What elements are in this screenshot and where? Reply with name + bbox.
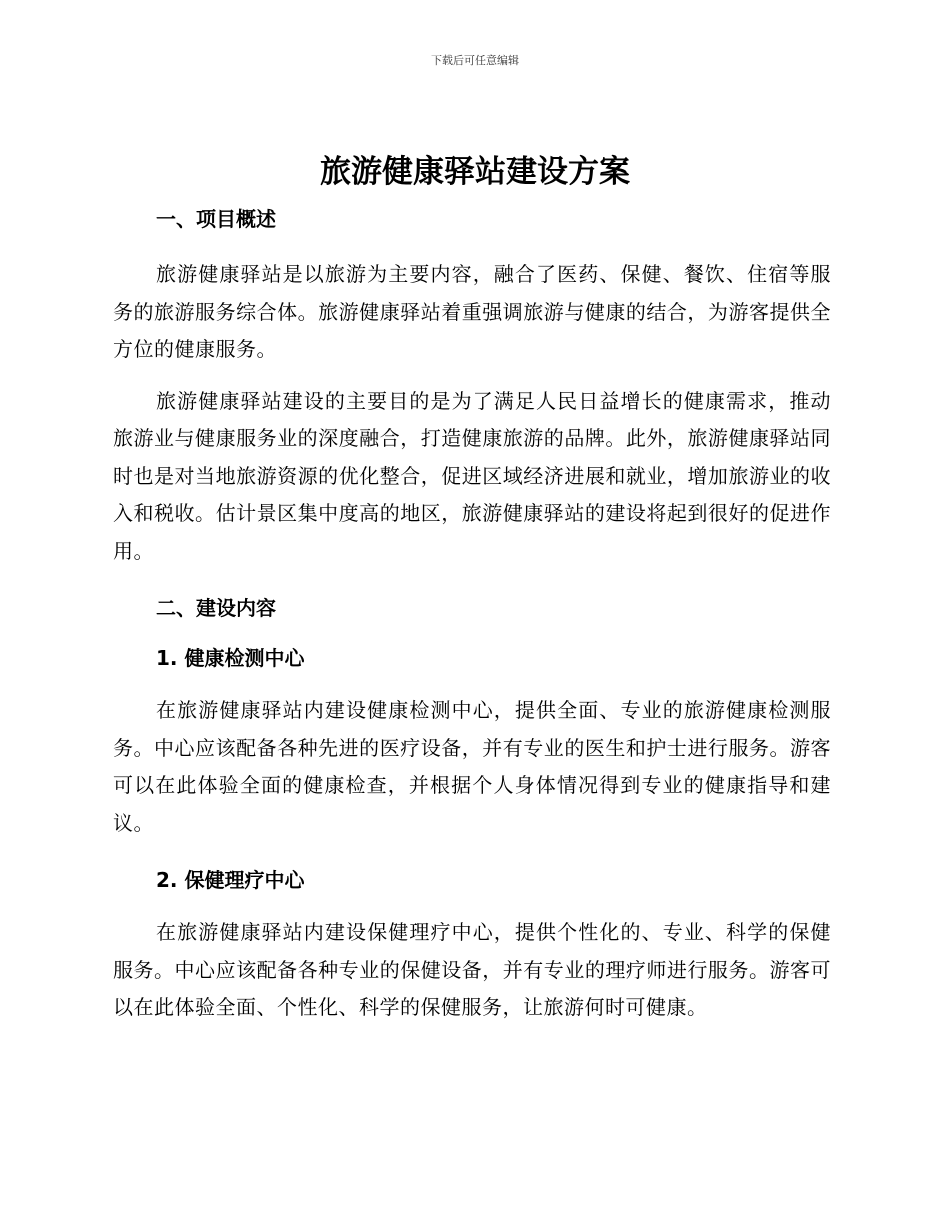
therapy-paragraph: 在旅游健康驿站内建设保健理疗中心，提供个性化的、专业、科学的保健服务。中心应该配备各种专业的保健设备，并有专业的理疗师进行服务。游客可以在此体验全面、个性化、科学的保健服务，让旅游何时可健康。 xyxy=(113,920,831,1019)
overview-paragraph-1: 旅游健康驿站是以旅游为主要内容，融合了医药、保健、餐饮、住宿等服务的旅游服务综合体。旅游健康驿站着重强调旅游与健康的结合，为游客提供全方位的健康服务。 xyxy=(113,262,831,361)
overview-paragraph-2: 旅游健康驿站建设的主要目的是为了满足人民日益增长的健康需求，推动旅游业与健康服务业的深度融合，打造健康旅游的品牌。此外，旅游健康驿站同时也是对当地旅游资源的优化整合，促进区域经济进展和就业，增加旅游业的收入和税收。估计景区集中度高的地区，旅游健康驿站的建设将起到很好的促进作用。 xyxy=(113,388,831,563)
subsection-heading-therapy: 2. 保健理疗中心 xyxy=(156,868,305,892)
document-body xyxy=(113,203,831,1027)
section-heading-overview: 一、项目概述 xyxy=(156,207,276,231)
subsection-heading-health-check: 1. 健康检测中心 xyxy=(156,646,305,670)
section-heading-construction: 二、建设内容 xyxy=(156,596,276,620)
document-title: 旅游健康驿站建设方案 xyxy=(320,154,630,190)
header-note: 下载后可任意编辑 xyxy=(431,54,519,67)
health-check-paragraph: 在旅游健康驿站内建设健康检测中心，提供全面、专业的旅游健康检测服务。中心应该配备各种先进的医疗设备，并有专业的医生和护士进行服务。游客可以在此体验全面的健康检查，并根据个人身体情况得到专业的健康指导和建议。 xyxy=(113,698,831,835)
